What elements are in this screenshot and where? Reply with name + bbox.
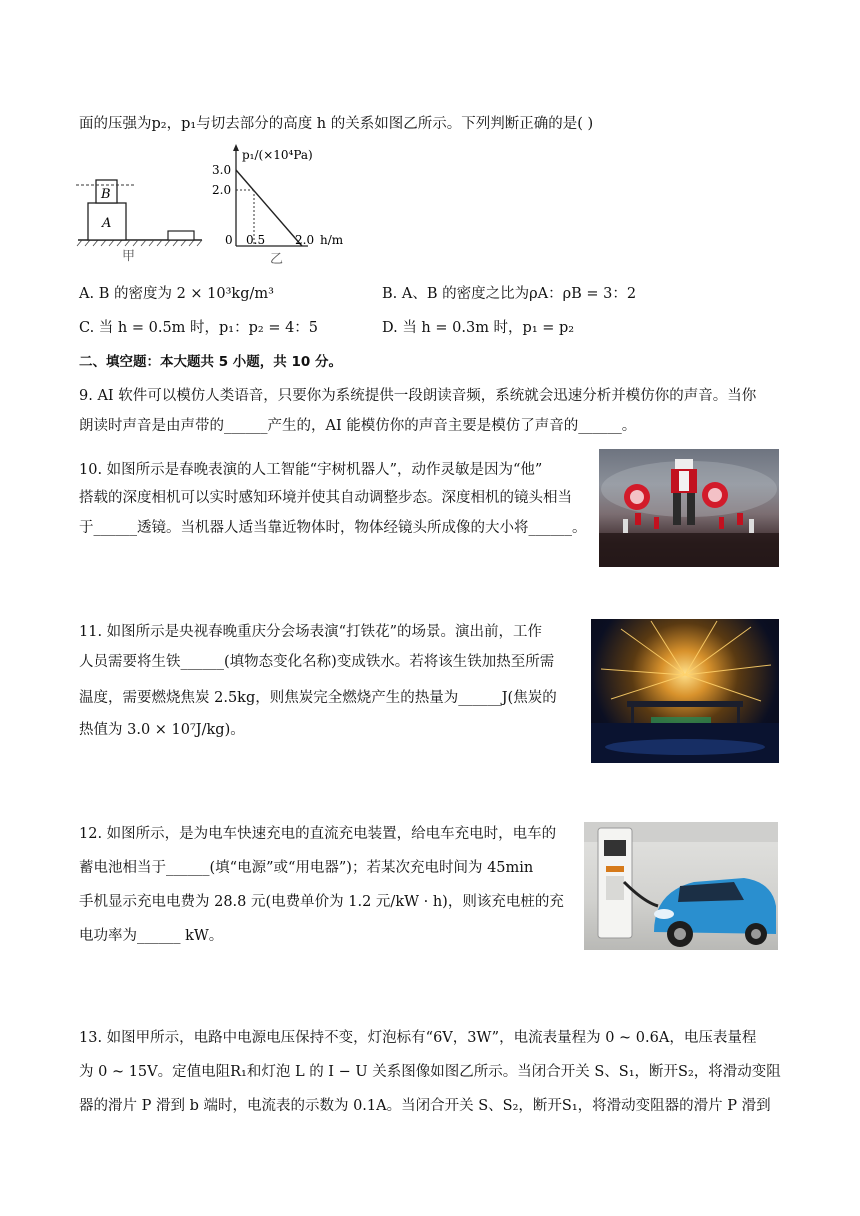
charging-station-photo: [584, 822, 778, 950]
q11-line3: 温度，需要燃烧焦炭 2.5kg，则焦炭完全燃烧产生的热量为______J(焦炭的: [79, 690, 557, 706]
q11-line2: 人员需要将生铁______(填物态变化名称)变成铁水。若将该生铁加热至所需: [79, 654, 555, 670]
q11-line4: 热值为 3.0 × 10⁷J/kg)。: [79, 722, 245, 738]
q12-line3: 手机显示充电电费为 28.8 元(电费单价为 1.2 元/kW · h)，则该充电桩的充: [79, 894, 564, 910]
q13-line3: 器的滑片 P 滑到 b 端时，电流表的示数为 0.1A。当闭合开关 S、S₂，断开S₁，将滑动变阻器的滑片 P 滑到: [79, 1098, 771, 1114]
figure-jia: [74, 170, 206, 262]
q8-option-d: D. 当 h = 0.3m 时，p₁ = p₂: [382, 320, 575, 336]
label-a: A: [102, 216, 112, 231]
q8-stem: 面的压强为p₂，p₁与切去部分的高度 h 的关系如图乙所示。下列判断正确的是( ): [79, 116, 594, 132]
q13-line1: 13. 如图甲所示，电路中电源电压保持不变，灯泡标有“6V，3W”，电流表量程为 0 ~ 0.6A，电压表量程: [79, 1030, 757, 1046]
label-b: B: [101, 187, 111, 202]
x-tick-0: 0: [225, 233, 233, 247]
x-tick-2: 2.0: [295, 233, 315, 247]
q12-line2: 蓄电池相当于______(填“电源”或“用电器”)；若某次充电时间为 45min: [79, 860, 534, 876]
cut-piece: [168, 231, 194, 240]
q8-option-b: B. A、B 的密度之比为ρA：ρB = 3：2: [382, 286, 637, 302]
q10-line1: 10. 如图所示是春晚表演的人工智能“宇树机器人”，动作灵敏是因为“他”: [79, 462, 543, 478]
q8-option-a: A. B 的密度为 2 × 10³kg/m³: [79, 286, 274, 302]
figure-yi-graph: [208, 142, 368, 266]
y-tick-2: 2.0: [212, 183, 232, 197]
q11-line1: 11. 如图所示是央视春晚重庆分会场表演“打铁花”的场景。演出前，工作: [79, 624, 542, 640]
q12-line4: 电功率为______ kW。: [79, 928, 224, 944]
q10-line3: 于______透镜。当机器人适当靠近物体时，物体经镜头所成像的大小将______。: [79, 520, 587, 536]
y-axis-label: p₁/(×10⁴Pa): [242, 148, 313, 162]
q12-line1: 12. 如图所示，是为电车快速充电的直流充电装置，给电车充电时，电车的: [79, 826, 557, 842]
robot-stage-photo: [599, 449, 779, 567]
caption-yi: 乙: [270, 252, 284, 266]
x-axis-label: h/m: [320, 233, 344, 247]
y-tick-3: 3.0: [212, 163, 232, 177]
q13-line2: 为 0 ~ 15V。定值电阻R₁和灯泡 L 的 I − U 关系图像如图乙所示。当闭合开关 S、S₁，断开S₂，将滑动变阻: [79, 1064, 781, 1080]
x-tick-05: 0.5: [246, 233, 266, 247]
q9-line2: 朗读时声音是由声带的______产生的，AI 能模仿你的声音主要是模仿了声音的______。: [79, 418, 637, 434]
iron-flower-photo: [591, 619, 779, 763]
caption-jia: 甲: [122, 249, 136, 262]
q8-option-c: C. 当 h = 0.5m 时，p₁：p₂ = 4：5: [79, 320, 319, 336]
section-heading: 二、填空题：本大题共 5 小题，共 10 分。: [79, 354, 342, 370]
q9-line1: 9. AI 软件可以模仿人类语音，只要你为系统提供一段朗读音频，系统就会迅速分析并模仿你的声音。当你: [79, 388, 757, 404]
q10-line2: 搭载的深度相机可以实时感知环境并使其自动调整步态。深度相机的镜头相当: [79, 490, 572, 506]
